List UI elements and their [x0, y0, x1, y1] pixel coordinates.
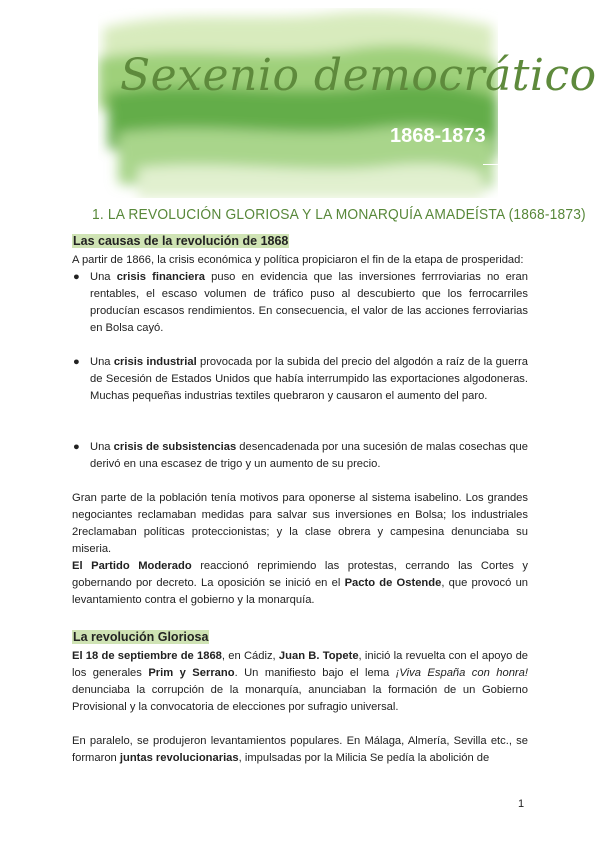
gloriosa-paragraph: En paralelo, se produjeron levantamientos populares. En Málaga, Almería, Sevilla etc., se formaron juntas revolucionarias, impulsadas por la Milicia Se pedía la abolición de: [72, 735, 528, 764]
bullet-icon: ●: [73, 271, 80, 283]
causes-subheading: Las causas de la revolución de 1868: [73, 234, 289, 248]
banner-frame-line: [578, 108, 579, 165]
banner-title: Sexenio democrático: [120, 50, 597, 101]
bullet-item: ● Una crisis industrial provocada por la subida del precio del algodón a raíz de la guerra de Secesión de Estados Unidos que había interrumpido las exportaciones algodoneras. Muchas pequeñas industrias textiles quebraron y causaron el aumento del paro.: [73, 356, 528, 402]
banner: [98, 8, 498, 198]
gloriosa-subheading: La revolución Gloriosa: [73, 630, 209, 644]
bullet-icon: ●: [73, 441, 80, 453]
bullet-item: ● Una crisis de subsistencias desencadenada por una sucesión de malas cosechas que derivó en una escasez de trigo y un aumento de su precio.: [73, 441, 528, 470]
watercolor-banner-image: [98, 8, 498, 198]
page-number: 1: [518, 798, 525, 810]
section-heading: 1. LA REVOLUCIÓN GLORIOSA Y LA MONARQUÍA AMADEÍSTA (1868-1873): [92, 206, 586, 223]
causes-paragraph: Gran parte de la población tenía motivos para oponerse al sistema isabelino. Los grandes negociantes reclamaban medidas para salvar sus inversiones en Bolsa; los industriales 2reclamaban políticas proteccionistas; y la clase obrera y campesina denunciaba su miseria.: [72, 492, 528, 555]
banner-frame-line: [483, 164, 579, 165]
bullet-item: ● Una crisis financiera puso en evidencia que las inversiones ferrroviarias no eran rentables, el escaso volumen de tráfico puso al descubierto que los ferrocarriles producían escasos rendimientos. En consecuencia, el valor de las acciones ferroviarias en Bolsa cayó.: [73, 271, 528, 334]
banner-years: 1868-1873: [390, 125, 486, 147]
causes-paragraph: El Partido Moderado reaccionó reprimiendo las protestas, cerrando las Cortes y gobernando por decreto. La oposición se inició en el Pacto de Ostende, que provocó un levantamiento contra el gobierno y la monarquía.: [72, 560, 529, 606]
bullet-icon: ●: [73, 356, 80, 368]
gloriosa-paragraph: El 18 de septiembre de 1868, en Cádiz, Juan B. Topete, inició la revuelta con el apoyo de los generales Prim y Serrano. Un manifiesto bajo el lema ¡Viva España con honra! denunciaba la corrupción de la monarquía, anunciaban la formación de un Gobierno Provisional y la convocatoria de elecciones por sufragio universal.: [72, 650, 529, 713]
causes-intro: A partir de 1866, la crisis económica y política propiciaron el fin de la etapa de prosperidad:: [72, 254, 524, 266]
